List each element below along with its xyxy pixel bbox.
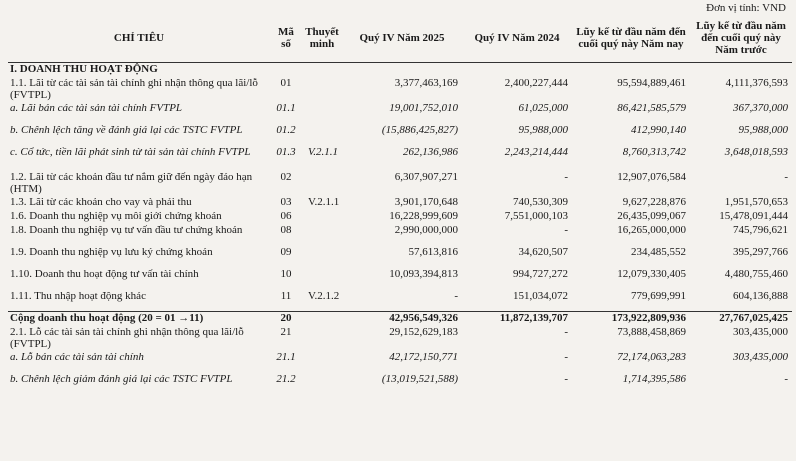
row-code: 09	[280, 245, 292, 258]
row-q4-2025: (15,886,425,827)	[381, 123, 458, 136]
header-q4-2025: Quý IV Năm 2025	[359, 32, 445, 44]
row-code: 01.2	[276, 123, 296, 136]
header-note: Thuyết minh	[305, 26, 339, 50]
row-ytd-this: 12,907,076,584	[617, 170, 686, 183]
table-row	[8, 63, 792, 77]
row-note	[302, 102, 342, 124]
row-ytd-this: 73,888,458,869	[617, 325, 686, 338]
row-ytd-prev: 4,111,376,593	[725, 76, 788, 89]
row-note	[302, 246, 342, 268]
row-code: 10	[280, 267, 292, 280]
row-ytd-this: 72,174,063,283	[617, 350, 686, 363]
row-ytd-prev: 395,297,766	[733, 245, 788, 258]
row-ytd-this: 234,485,552	[631, 245, 686, 258]
row-q4-2024: 2,400,227,444	[504, 76, 568, 89]
row-note	[302, 77, 342, 102]
row-ytd-this: 412,990,140	[631, 123, 686, 136]
row-label: b. Chênh lệch tăng về đánh giá lại các TSTC FVTPL	[10, 123, 243, 136]
row-note	[302, 326, 342, 351]
table-row	[8, 326, 792, 351]
row-label: 1.6. Doanh thu nghiệp vụ môi giới chứng khoán	[10, 209, 222, 222]
table-row	[8, 268, 792, 290]
table-row	[8, 290, 792, 312]
row-q4-2024: 95,988,000	[518, 123, 568, 136]
row-code: 01.1	[276, 101, 296, 114]
table-row	[8, 246, 792, 268]
row-label: 1.2. Lãi từ các khoản đầu tư nắm giữ đến ngày đáo hạn (HTM)	[10, 170, 253, 195]
table-row	[8, 351, 792, 373]
row-q4-2025: 10,093,394,813	[389, 267, 458, 280]
row-note	[302, 124, 342, 146]
row-q4-2024: 7,551,000,103	[504, 209, 568, 222]
row-q4-2025: 3,901,170,648	[394, 195, 458, 208]
row-code: 21	[280, 325, 292, 338]
row-note	[302, 171, 342, 196]
row-note	[302, 210, 342, 224]
section-title: I. DOANH THU HOẠT ĐỘNG	[10, 63, 158, 75]
row-label: b. Chênh lệch giảm đánh giá lại các TSTC FVTPL	[10, 372, 233, 385]
row-q4-2025: (13,019,521,588)	[381, 372, 458, 385]
row-q4-2024: 2,243,214,444	[504, 145, 568, 158]
row-q4-2025: 42,172,150,771	[389, 350, 458, 363]
row-q4-2024: 61,025,000	[518, 101, 568, 114]
row-q4-2025: 16,228,999,609	[389, 209, 458, 222]
row-q4-2025: 57,613,816	[408, 245, 458, 258]
row-q4-2025: 2,990,000,000	[394, 223, 458, 236]
header-q4-2024: Quý IV Năm 2024	[474, 32, 560, 44]
table-row	[8, 124, 792, 146]
row-code: 08	[280, 223, 292, 236]
row-q4-2025: 3,377,463,169	[394, 76, 458, 89]
row-ytd-this: 1,714,395,586	[622, 372, 686, 385]
row-q4-2025: 29,152,629,183	[389, 325, 458, 338]
row-ytd-prev: 604,136,888	[733, 289, 788, 302]
header-code: Mã số	[278, 26, 294, 50]
table-row	[8, 77, 792, 102]
row-ytd-this: 95,594,889,461	[617, 76, 686, 89]
row-note: V.2.1.2	[308, 289, 340, 302]
row-ytd-prev: 303,435,000	[733, 350, 788, 363]
row-code: 02	[280, 170, 292, 183]
row-q4-2024: 994,727,272	[513, 267, 568, 280]
row-ytd-prev: 15,478,091,444	[719, 209, 788, 222]
header-indicator: CHỈ TIÊU	[113, 32, 165, 44]
row-q4-2024: -	[564, 350, 568, 363]
row-q4-2024: -	[564, 223, 568, 236]
row-code: 03	[280, 195, 292, 208]
total-row	[8, 312, 792, 326]
row-note	[302, 351, 342, 373]
row-ytd-prev: 95,988,000	[738, 123, 788, 136]
row-ytd-prev: 745,796,621	[733, 223, 788, 236]
row-label: 1.1. Lãi từ các tài sản tài chính ghi nhận thông qua lãi/lỗ (FVTPL)	[10, 76, 258, 101]
row-code: 20	[280, 312, 292, 324]
row-q4-2024: 151,034,072	[513, 289, 568, 302]
table-row	[8, 373, 792, 395]
row-q4-2025: 42,956,549,326	[389, 312, 458, 324]
table-row	[8, 171, 792, 196]
row-q4-2024: -	[564, 372, 568, 385]
income-statement-table	[8, 14, 792, 395]
row-q4-2024: -	[564, 325, 568, 338]
header-ytd-prev-year: Lũy kế từ đầu năm đến cuối quý này Năm trước	[696, 20, 786, 56]
row-label: 1.9. Doanh thu nghiệp vụ lưu ký chứng khoán	[10, 245, 213, 258]
row-q4-2024: 34,620,507	[518, 245, 568, 258]
header-row	[8, 14, 792, 63]
row-code: 21.2	[276, 372, 296, 385]
row-ytd-prev: 1,951,570,653	[724, 195, 788, 208]
row-ytd-this: 86,421,585,579	[617, 101, 686, 114]
row-ytd-this: 8,760,313,742	[622, 145, 686, 158]
row-label: 1.8. Doanh thu nghiệp vụ tư vấn đầu tư chứng khoán	[10, 223, 243, 236]
row-label: 2.1. Lỗ các tài sản tài chính ghi nhận thông qua lãi/lỗ (FVTPL)	[10, 325, 244, 350]
row-code: 06	[280, 209, 292, 222]
row-q4-2025: 6,307,907,271	[394, 170, 458, 183]
row-q4-2025: 19,001,752,010	[389, 101, 458, 114]
table-row	[8, 146, 792, 171]
row-code: 01	[280, 76, 292, 89]
row-q4-2025: -	[454, 289, 458, 302]
row-ytd-this: 779,699,991	[631, 289, 686, 302]
row-note	[302, 312, 342, 326]
table-row	[8, 210, 792, 224]
row-note	[302, 373, 342, 395]
row-ytd-this: 12,079,330,405	[617, 267, 686, 280]
row-q4-2024: 11,872,139,707	[499, 312, 568, 324]
row-ytd-this: 16,265,000,000	[617, 223, 686, 236]
row-q4-2024: 740,530,309	[513, 195, 568, 208]
row-ytd-prev: -	[784, 372, 788, 385]
row-label: a. Lỗ bán các tài sản tài chính	[10, 350, 144, 363]
table-row	[8, 224, 792, 246]
row-label: 1.10. Doanh thu hoạt động tư vấn tài chính	[10, 267, 199, 280]
row-code: 11	[280, 289, 292, 302]
row-label: 1.11. Thu nhập hoạt động khác	[10, 289, 146, 302]
row-ytd-prev: -	[784, 170, 788, 183]
header-ytd-this-year: Lũy kế từ đầu năm đến cuối quý này Năm nay	[576, 26, 686, 50]
row-ytd-prev: 3,648,018,593	[724, 145, 788, 158]
row-ytd-prev: 4,480,755,460	[724, 267, 788, 280]
row-label: a. Lãi bán các tài sản tài chính FVTPL	[10, 101, 183, 114]
row-code: 01.3	[276, 145, 296, 158]
row-note: V.2.1.1	[308, 195, 340, 208]
row-label: Cộng doanh thu hoạt động (20 = 01 →11)	[10, 312, 204, 324]
row-q4-2024: -	[564, 170, 568, 183]
row-note	[302, 268, 342, 290]
row-ytd-prev: 27,767,025,425	[719, 312, 788, 324]
row-note: V.2.1.1	[308, 145, 339, 158]
row-note	[302, 224, 342, 246]
row-ytd-this: 26,435,099,067	[617, 209, 686, 222]
row-ytd-this: 173,922,809,936	[611, 312, 686, 324]
unit-note: Đơn vị tính: VND	[706, 2, 786, 14]
table-row	[8, 196, 792, 210]
row-ytd-prev: 303,435,000	[733, 325, 788, 338]
row-label: 1.3. Lãi từ các khoản cho vay và phải thu	[10, 195, 192, 208]
row-code: 21.1	[276, 350, 296, 363]
table-row	[8, 102, 792, 124]
row-q4-2025: 262,136,986	[403, 145, 458, 158]
row-label: c. Cổ tức, tiền lãi phát sinh từ tài sản tài chính FVTPL	[10, 145, 251, 158]
row-ytd-this: 9,627,228,876	[622, 195, 686, 208]
row-ytd-prev: 367,370,000	[733, 101, 788, 114]
